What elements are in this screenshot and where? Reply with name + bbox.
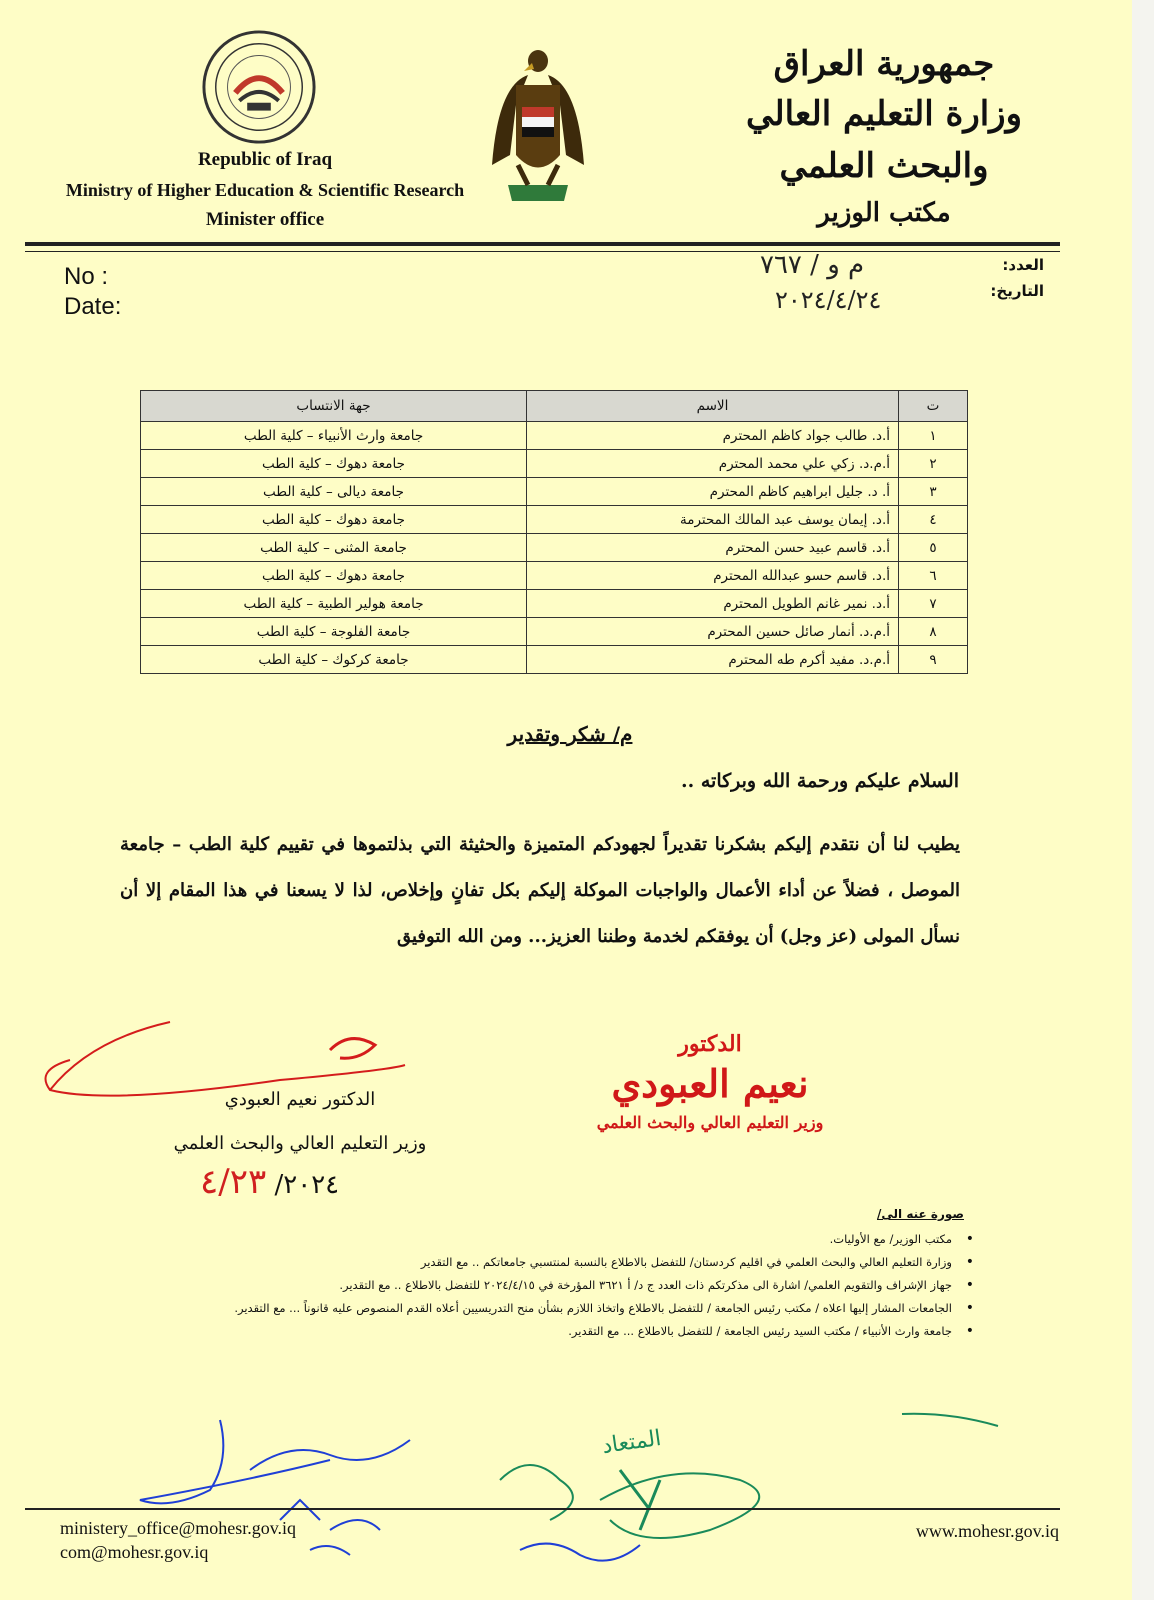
letterhead-ministry: Ministry of Higher Education & Scientific Research xyxy=(65,180,465,200)
footer-email-com[interactable]: com@mohesr.gov.iq xyxy=(60,1542,209,1562)
table-row xyxy=(141,534,968,562)
row-number: ٨ xyxy=(899,618,968,646)
letterhead-ar-ministry: وزارة التعليم العالي والبحث العلمي xyxy=(745,94,1023,186)
letter-greeting: السلام عليكم ورحمة الله وبركاته .. xyxy=(681,770,959,792)
ministry-seal-logo xyxy=(200,28,318,146)
ar-number-label: العدد: xyxy=(1002,256,1044,274)
row-affiliation: جامعة كركوك – كلية الطب xyxy=(141,646,527,674)
row-name: أ.م.د. أنمار صائل حسين المحترم xyxy=(527,618,899,646)
arabic-letterhead xyxy=(704,40,1064,234)
reference-labels-ar xyxy=(990,252,1044,304)
row-name: أ.د. طالب جواد كاظم المحترم xyxy=(527,422,899,450)
column-header-number: ت xyxy=(899,391,968,422)
letterhead-office: Minister office xyxy=(205,209,325,230)
stamp-title: الدكتور xyxy=(678,1031,742,1057)
header-divider-thick xyxy=(25,242,1060,246)
footer-email-office[interactable]: ministery_office@mohesr.gov.iq xyxy=(60,1518,297,1538)
signatory-block xyxy=(140,1078,460,1166)
table-row xyxy=(141,646,968,674)
reference-labels-en xyxy=(64,262,121,322)
signature-date-year: ٢٠٢٤/ xyxy=(274,1170,340,1200)
list-item: • مكتب الوزير/ مع الأوليات. xyxy=(154,1228,974,1251)
table-row xyxy=(141,422,968,450)
copies-heading: صورة عنه الى/ xyxy=(877,1207,964,1221)
number-label: No : xyxy=(64,263,109,290)
table-row xyxy=(141,590,968,618)
signatory-title: وزير التعليم العالي والبحث العلمي xyxy=(173,1133,427,1154)
green-handwritten-note: المتعاد xyxy=(600,1425,663,1460)
green-pen-mark xyxy=(900,1410,1000,1430)
row-affiliation: جامعة وارث الأنبياء – كلية الطب xyxy=(141,422,527,450)
row-affiliation: جامعة دهوك – كلية الطب xyxy=(141,562,527,590)
row-number: ٢ xyxy=(899,450,968,478)
footer-divider xyxy=(25,1508,1060,1510)
table-row xyxy=(141,478,968,506)
row-name: أ.د. قاسم حسو عبدالله المحترم xyxy=(527,562,899,590)
row-name: أ.م.د. زكي علي محمد المحترم xyxy=(527,450,899,478)
row-affiliation: جامعة ديالى – كلية الطب xyxy=(141,478,527,506)
row-affiliation: جامعة هولير الطبية – كلية الطب xyxy=(141,590,527,618)
table-row xyxy=(141,618,968,646)
stamp-position: وزير التعليم العالي والبحث العلمي xyxy=(596,1113,824,1132)
stamp-name: نعيم العبودي xyxy=(611,1061,809,1106)
row-name: أ.م.د. مفيد أكرم طه المحترم xyxy=(527,646,899,674)
copies-list xyxy=(154,1228,974,1343)
row-number: ٣ xyxy=(899,478,968,506)
table-row xyxy=(141,450,968,478)
row-affiliation: جامعة دهوك – كلية الطب xyxy=(141,450,527,478)
letterhead-ar-country: جمهورية العراق xyxy=(773,44,995,84)
recipients-table xyxy=(140,390,968,674)
row-name: أ.د. قاسم عبيد حسن المحترم xyxy=(527,534,899,562)
row-affiliation: جامعة المثنى – كلية الطب xyxy=(141,534,527,562)
green-handwritten-signature xyxy=(490,1440,790,1590)
row-name: أ.د. إيمان يوسف عبد المالك المحترمة xyxy=(527,506,899,534)
english-letterhead xyxy=(55,145,475,235)
row-affiliation: جامعة دهوك – كلية الطب xyxy=(141,506,527,534)
row-number: ١ xyxy=(899,422,968,450)
reference-number-value: م و / ٧٦٧ xyxy=(760,250,865,280)
letterhead-ar-office: مكتب الوزير xyxy=(817,198,951,228)
signatory-name: الدكتور نعيم العبودي xyxy=(224,1089,376,1110)
row-number: ٩ xyxy=(899,646,968,674)
ar-date-label: التاريخ: xyxy=(990,282,1044,300)
row-number: ٧ xyxy=(899,590,968,618)
row-number: ٥ xyxy=(899,534,968,562)
list-item: • جامعة وارث الأنبياء / مكتب السيد رئيس الجامعة / للتفضل بالاطلاع ... مع التقدير. xyxy=(154,1320,974,1343)
reference-date-value: ٢٠٢٤/٤/٢٤ xyxy=(775,286,882,314)
letterhead-country: Republic of Iraq xyxy=(197,149,333,170)
list-item: • جهاز الإشراف والتقويم العلمي/ اشارة الى مذكرتكم ذات العدد ج د/ أ ٣٦٢١ المؤرخة في ٢٠٢٤/٤/١٥ للتفضل بالاطلاع .. مع التقدير. xyxy=(154,1274,974,1297)
table-row xyxy=(141,506,968,534)
iraq-eagle-emblem xyxy=(488,45,588,215)
list-item: • وزارة التعليم العالي والبحث العلمي في اقليم كردستان/ للتفضل بالاطلاع بالنسبة لمنتسبي جامعاتكم .. مع التقدير xyxy=(154,1251,974,1274)
letter-body: يطيب لنا أن نتقدم إليكم بشكرنا تقديراً لجهودكم المتميزة والحثيثة التي بذلتموها في تقييم كلية الطب – جامعة الموصل ، فضلاً عن أداء الأعمال والواجبات الموكلة إليكم بكل تفانٍ وإخلاص، لذا لا يسعنا في هذا المقام إلا أن نسأل المولى (عز وجل) أن يوفقكم لخدمة وطننا العزيز... ومن الله التوفيق xyxy=(120,834,960,947)
row-affiliation: جامعة الفلوجة – كلية الطب xyxy=(141,618,527,646)
red-name-stamp xyxy=(575,1030,845,1136)
column-header-affiliation: جهة الانتساب xyxy=(141,391,527,422)
table-header-row xyxy=(141,391,968,422)
date-label: Date: xyxy=(64,293,122,320)
subject-text: م/ شكر وتقدير xyxy=(507,722,633,746)
row-name: أ.د. نمير غانم الطويل المحترم xyxy=(527,590,899,618)
signature-date xyxy=(200,1162,339,1202)
footer-website-link[interactable]: www.mohesr.gov.iq xyxy=(915,1521,1059,1541)
signature-date-handwritten: ٤/٢٣ xyxy=(200,1162,267,1202)
table-row xyxy=(141,562,968,590)
row-name: أ. د. جليل ابراهيم كاظم المحترم xyxy=(527,478,899,506)
row-number: ٤ xyxy=(899,506,968,534)
header-divider-thin xyxy=(25,251,1060,252)
page-edge xyxy=(1132,0,1154,1600)
list-item: • الجامعات المشار إليها اعلاه / مكتب رئيس الجامعة / للتفضل بالاطلاع واتخاذ اللازم بشأن منح التدريسيين أعلاه القدم المنصوص عليه قانوناً ... مع التقدير. xyxy=(154,1297,974,1320)
letter-subject xyxy=(420,722,720,746)
column-header-name: الاسم xyxy=(527,391,899,422)
row-number: ٦ xyxy=(899,562,968,590)
